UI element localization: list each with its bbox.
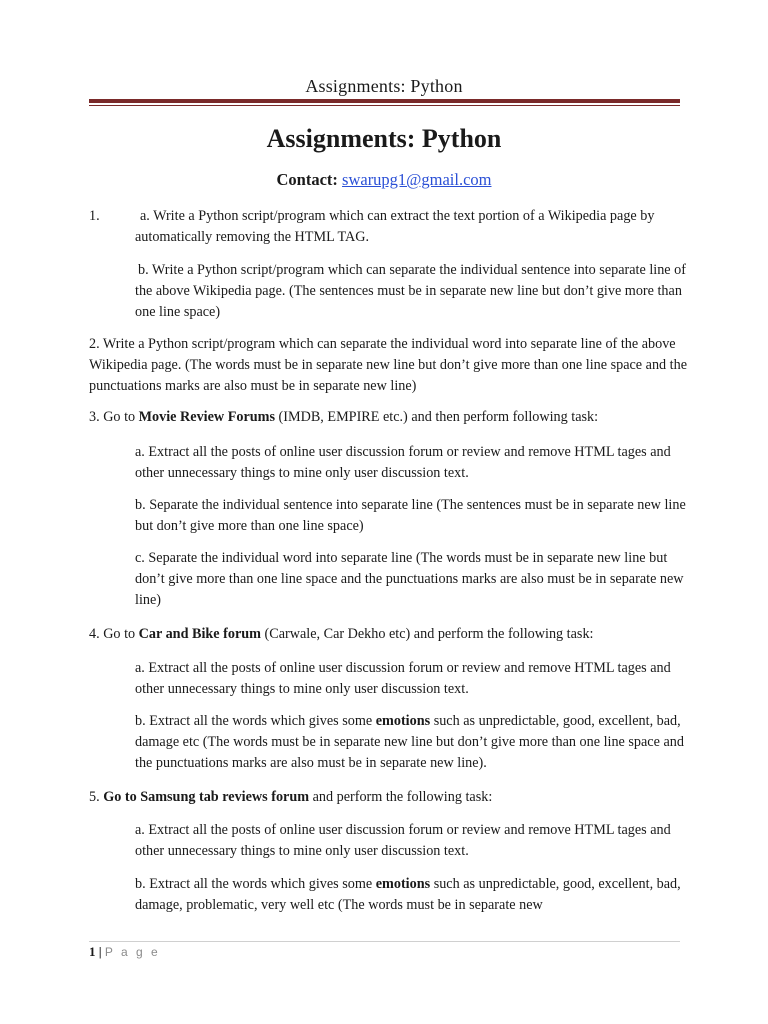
footer-page-label: P a g e	[104, 945, 161, 959]
q3-prefix: 3. Go to	[89, 409, 139, 425]
footer-rule	[89, 941, 680, 942]
q5-b-emotions: emotions	[375, 876, 431, 892]
q3-part-b: b. Separate the individual sentence into separate line (The sentences must be in separate new line but don’t give more than one line space)	[135, 497, 686, 534]
q4-part-b	[135, 711, 690, 774]
contact-label: Contact:	[276, 170, 338, 189]
q4-b-suffix: such as unpredictable, good, excellent, bad, damage etc (The words must be in separate new line but don’t give more than one line space and the punctuations marks are also must be in separate new line).	[135, 713, 684, 771]
q3-suffix: (IMDB, EMPIRE etc.) and then perform following task:	[274, 409, 599, 425]
header-rule-thick	[89, 99, 680, 103]
q4-part-a: a. Extract all the posts of online user discussion forum or review and remove HTML tages and other unnecessary things to mine only user discussion text.	[135, 660, 671, 697]
q3-part-a: a. Extract all the posts of online user discussion forum or review and remove HTML tages and other unnecessary things to mine only user discussion text.	[135, 444, 671, 481]
page-header-title: Assignments: Python	[305, 76, 463, 96]
q4-b-prefix: b. Extract all the words which gives some	[135, 713, 376, 729]
q5-b-prefix: b. Extract all the words which gives some	[135, 876, 376, 892]
q5-suffix: and perform the following task:	[309, 789, 493, 805]
q4-suffix: (Carwale, Car Dekho etc) and perform the following task:	[260, 626, 594, 642]
q5-prefix: 5.	[89, 789, 104, 805]
contact-line	[0, 170, 768, 190]
footer-separator: |	[98, 944, 102, 959]
q2-text: 2. Write a Python script/program which can separate the individual word into separate line of the above Wikipedia page. (The words must be in separate new line but don’t give more than one line space and the punctuations marks are also must be in separate new line)	[89, 336, 688, 394]
q4-heading	[89, 624, 689, 645]
document-title: Assignments: Python	[266, 124, 502, 153]
q5-forum-name: Go to Samsung tab reviews forum	[103, 789, 310, 805]
q5-heading	[89, 787, 689, 808]
q3-heading	[89, 407, 689, 428]
q3-part-c: c. Separate the individual word into separate line (The words must be in separate new line but don’t give more than one line space and the punctuations marks are also must be in separate new line)	[135, 550, 684, 608]
q4-prefix: 4. Go to	[89, 626, 139, 642]
q5-part-a: a. Extract all the posts of online user discussion forum or review and remove HTML tages and other unnecessary things to mine only user discussion text.	[135, 822, 671, 859]
q4-forum-name: Car and Bike forum	[138, 626, 261, 642]
q1-part-b: b. Write a Python script/program which can separate the individual sentence into separate line of the above Wikipedia page. (The sentences must be in separate new line but don’t give more than one line space)	[135, 262, 686, 320]
footer-page-number: 1	[89, 944, 96, 959]
page-footer	[89, 944, 160, 960]
q1-part-a: a. Write a Python script/program which can extract the text portion of a Wikipedia page by automatically removing the HTML TAG.	[135, 208, 655, 245]
contact-email-link[interactable]: swarupg1@gmail.com	[342, 170, 492, 189]
q5-part-b	[135, 874, 690, 916]
q1-number: 1.	[89, 208, 100, 224]
header-rule-thin	[89, 105, 680, 106]
q3-forum-name: Movie Review Forums	[138, 409, 275, 425]
q5-b-suffix: such as unpredictable, good, excellent, bad, damage, problematic, very well etc (The words must be in separate new	[135, 876, 681, 913]
q4-b-emotions: emotions	[375, 713, 431, 729]
